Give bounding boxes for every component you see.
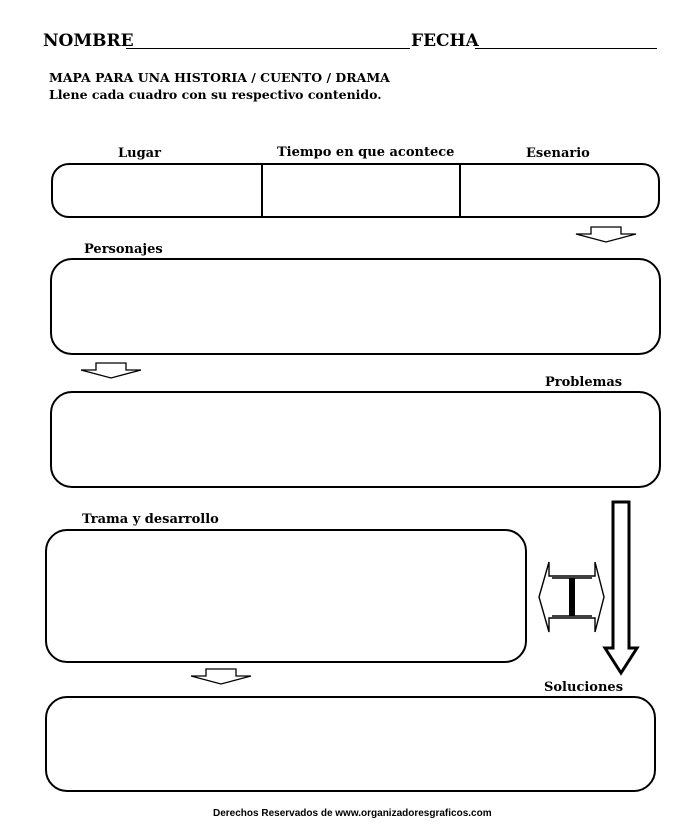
worksheet-instructions: Llene cada cuadro con su respectivo contenido. [49,87,382,102]
double-arrow-icon [538,560,606,634]
place-label: Lugar [118,146,161,161]
date-field-line[interactable] [475,48,657,49]
characters-box[interactable] [50,258,661,355]
characters-label: Personajes [84,242,163,257]
date-label: FECHA [411,31,479,51]
problems-label: Problemas [545,375,623,390]
name-label: NOMBRE [43,31,134,51]
place-cell[interactable] [53,165,261,216]
solutions-label: Soluciones [544,680,624,695]
solutions-box[interactable] [45,696,656,792]
down-arrow-icon [79,362,143,380]
setting-cell[interactable] [459,165,658,216]
time-cell[interactable] [261,165,459,216]
copyright-footer: Derechos Reservados de www.organizadoresgraficos.com [213,808,492,819]
plot-box[interactable] [45,529,527,663]
down-arrow-icon [574,226,638,244]
long-down-arrow-icon [602,500,640,676]
setting-label: Esenario [526,146,590,161]
time-label: Tiempo en que acontece [277,145,455,160]
problems-box[interactable] [50,391,661,488]
name-field-line[interactable] [126,48,410,49]
plot-label: Trama y desarrollo [82,512,219,527]
worksheet-title: MAPA PARA UNA HISTORIA / CUENTO / DRAMA [49,70,390,85]
down-arrow-icon [189,668,253,686]
setting-row-box [51,163,660,218]
